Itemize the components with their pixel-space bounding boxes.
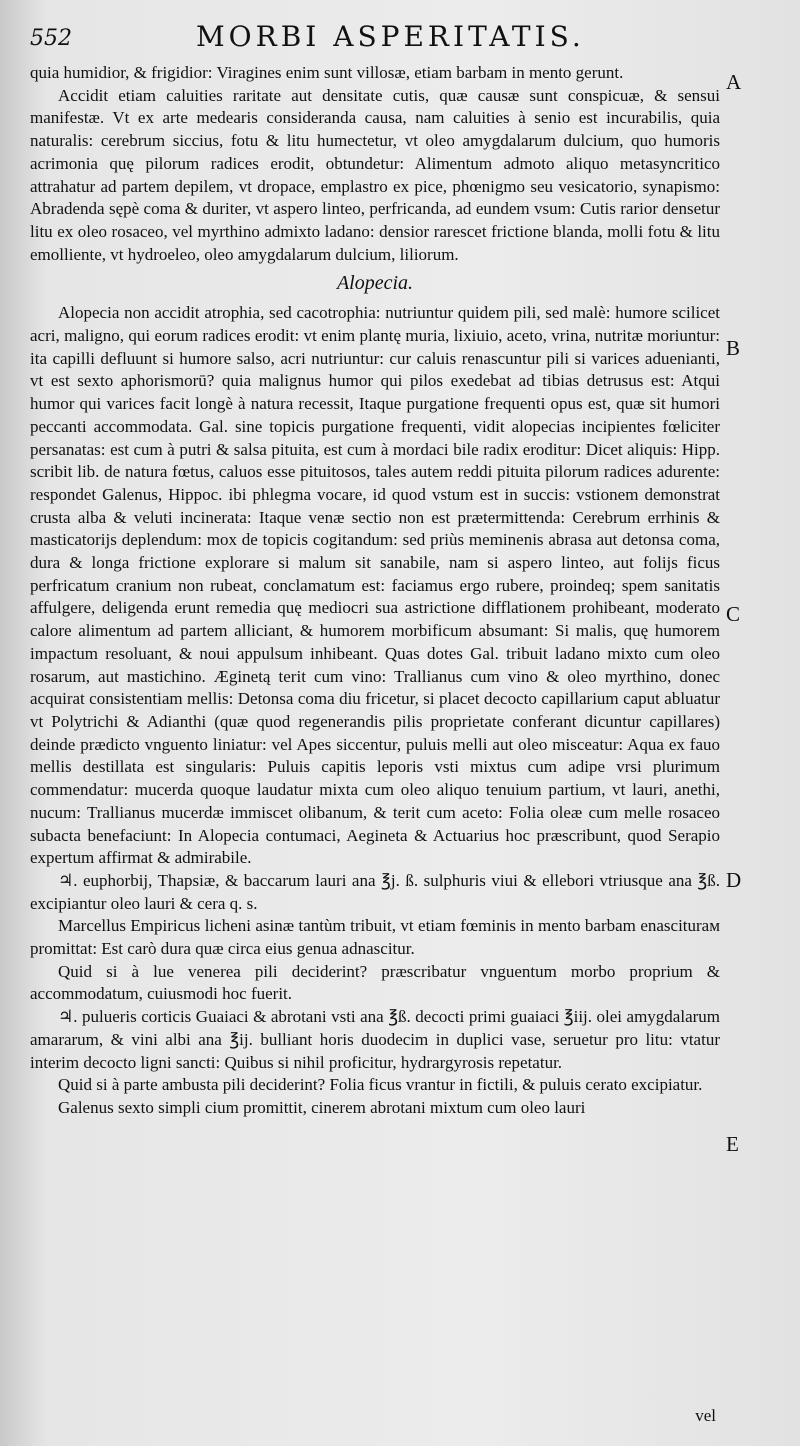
page-header <box>0 18 800 58</box>
paragraph-lue-venerea: Quid si à lue venerea pili deciderint? præscribatur vnguentum morbo proprium & accommodatum, cuiusmodi hoc fuerit. <box>30 961 720 1004</box>
section-title-alopecia: Alopecia. <box>336 272 414 295</box>
marginal-letter-d: D <box>726 868 742 892</box>
catchword: vel <box>695 1406 716 1425</box>
paragraph-marcellus: Marcellus Empiricus licheni asinæ tantùm tribuit, vt etiam fœminis in mento barbam enasciturам promittat: Est carò dura quæ circa eius genua adnascitur. <box>30 916 720 959</box>
main-text <box>30 62 720 1120</box>
paragraph-recipe-1: ♃. euphorbij, Thapsiæ, & baccarum lauri ana ℥j. ß. sulphuris viui & ellebori vtriusque ana ℥ß. excipiantur oleo lauri & cera q. s. <box>30 870 720 913</box>
marginal-letter-c: C <box>726 602 741 626</box>
paragraph-recipe-2: ♃. pulueris corticis Guaiaci & abrotani vsti ana ℥ß. decocti primi guaiaci ℥iij. olei amygdalarum amararum, & vini albi ana ℥ij. bulliant horis duodecim in duplici vase, seruetur pro litu: vtatur interim decocto ligni sancti: Quibus si nihil proficitur, hydrargyrosis repetatur. <box>30 1007 720 1072</box>
paragraph-continuation: quia humidior, & frigidior: Viragines enim sunt villosæ, etiam barbam in mento gerunt. <box>30 63 624 82</box>
paragraph-galenus: Galenus sexto simpli cium promittit, cinerem abrotani mixtum cum oleo lauri <box>58 1097 586 1117</box>
paragraph-caluities: Accidit etiam caluities raritate aut densitate cutis, quæ causæ sunt conspicuæ, & sensui manifestæ. Vt ex arte medearis consideranda causa, nam caluities à senio est incurabilis, quia naturalis: cerebrum siccius, fotu & litu humectetur, vt oleo amygdalarum dulcium, quo humoris acrimonia quę pilorum radices erodit, obtundetur: Alimentum admoto aliquo metasyncritico attrahatur ad partem depilem, vt dropace, emplastro ex pice, phœnigmo seu vesicatorio, synapismo: Abradenda sępè coma & duriter, vt aspero linteo, perfricanda, ad eundem vsum: Cutis rarior densetur litu ex oleo rosaceo, vel myrthino admixto ladano: densior rarescet frictione blanda, molli fotu & litu emolliente, vt hydroeleo, oleo amygdalarum dulcium, liliorum. <box>30 85 720 264</box>
marginal-letter-b: B <box>726 336 741 360</box>
marginal-letter-e: E <box>726 1132 739 1156</box>
running-head: MORBI ASPERITATIS. <box>196 20 585 53</box>
paragraph-ambusta: Quid si à parte ambusta pili deciderint? Folia ficus vrantur in fictili, & puluis cerato excipiatur. <box>58 1075 703 1095</box>
marginal-letter-a: A <box>726 70 742 94</box>
page-number: 552 <box>30 26 72 51</box>
paragraph-alopecia: Alopecia non accidit atrophia, sed cacotrophia: nutriuntur quidem pili, sed malè: humore scilicet acri, maligno, qui eorum radices erodit: vt enim plantę muria, lixiuio, aceto, vrina, nutritæ moriuntur: ita capilli defluunt si humore salso, acri nutriuntur: cur caluis renascuntur pili si varices aduenianti, vt est sexto aphorismorū? quia malignus humor qui pilos exedebat ad tibias detrusus est: Atqui humor qui varices facit longè à natura recessit, Itaque purgatione frequenti opus est, quæ sit humori peccanti accommodata. Gal. sine topicis purgatione frequenti, vidit alopecias incipientes fœliciter persanatas: est cum à putri & salsa pituita, est cum à mordaci bile radix eroditur: Dicet aliquis: Hipp. scribit lib. de natura fœtus, caluos esse pituitosos, tales autem reddi pituita pilorum radices adurente: respondet Galenus, Hippoc. ibi phlegma vocare, id quod vstum est in succis: vstionem demonstrat crusta alba & veluti incinerata: Itaque venæ sectio non est prætermittenda: Cerebrum errhinis & masticatorijs deplendum: mox de topicis cogitandum: sed priùs meminenis abrasa aut detonsa coma, dura & longa frictione explorare si malum sit sanabile, nam si aspero linteo, aut folijs ficus perfricatum cranium non rubeat, conclamatum est: faciamus ergo rubere, proindeq; spem sanitatis affulgere, deligenda erunt remedia quę mediocri sua astrictione difflationem prohibeant, moderato calore alimentum ad partem alliciant, & humorem morbificum absumant: Si malis, quę humorem impactum resoluant, & noui appulsum inhibeant. Quas dotes Gal. tribuit ladano mixto cum oleo rosarum, aut mastichino. Æginetą terit cum vino: Trallianus cum vino & oleo myrthino, donec acquirat consistentiam mellis: Detonsa coma diu fricetur, si placet decocto capillarium caput abluatur vt Polytrichi & Adianthi (quæ quod regenerandis pilis proprietate conferant dicuntur capillares) deinde prædicto vnguento liniatur: vel Apes siccentur, puluis melli aut oleo misceatur: Aqua ex fauo mellis destillata est singularis: Puluis capitis leporis vsti mixtus cum adipe vrsi plurimum commendatur: mucerda quoque laudatur mixta cum oleo aliquo tenuium partium, vt lauri, anethi, nucum: Trallianus mucerdæ immiscet olibanum, & terit cum aceto: Folia oleæ cum melle rosaceo subacta benefaciunt: In Alopecia contumaci, Aegineta & Actuarius hoc præscribunt, quod Serapio expertum affirmat & admirabile. <box>30 303 720 868</box>
